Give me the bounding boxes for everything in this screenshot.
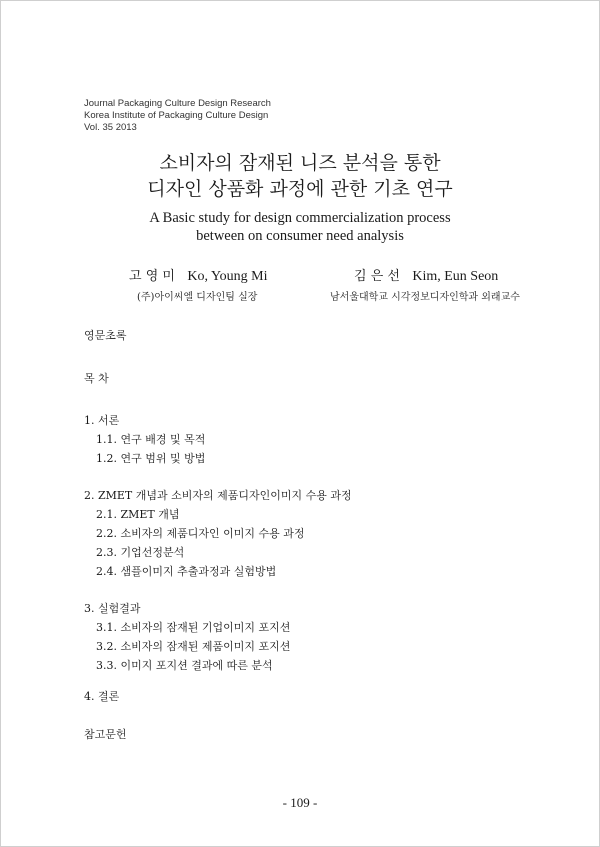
- toc-section-3-2: 3.2. 소비자의 잠재된 제품이미지 포지션: [96, 640, 291, 653]
- toc-section-3: 3. 실험결과: [84, 602, 141, 615]
- toc-section-3-1: 3.1. 소비자의 잠재된 기업이미지 포지션: [96, 621, 291, 634]
- toc-section-2-3: 2.3. 기업선정분석: [96, 546, 185, 559]
- author-2: [354, 268, 498, 286]
- toc-section-2-4: 2.4. 샘플이미지 추출과정과 실험방법: [96, 565, 277, 578]
- author-1-affiliation: (주)아이씨엘 디자인팀 실장: [137, 292, 258, 303]
- toc-section-2-2: 2.2. 소비자의 제품디자인 이미지 수용 과정: [96, 527, 305, 540]
- korean-title-line-1: 소비자의 잠재된 니즈 분석을 통한: [159, 152, 441, 174]
- contents-heading: 목 차: [84, 372, 109, 385]
- author-2-affiliation: 남서울대학교 시각정보디자인학과 외래교수: [330, 292, 520, 303]
- journal-name: Journal Packaging Culture Design Research: [84, 98, 271, 109]
- author-1-name-en: Ko, Young Mi: [187, 269, 268, 284]
- toc-section-4: 4. 결론: [84, 690, 120, 703]
- toc-section-1: 1. 서론: [84, 414, 120, 427]
- korean-title-line-2: 디자인 상품화 과정에 관한 기초 연구: [147, 178, 453, 200]
- author-2-name-ko: 김 은 선: [354, 269, 400, 284]
- toc-section-1-1: 1.1. 연구 배경 및 목적: [96, 433, 206, 446]
- author-1-name-ko: 고 영 미: [129, 269, 175, 284]
- english-title-line-1: A Basic study for design commercialization process: [149, 210, 451, 226]
- toc-section-3-3: 3.3. 이미지 포지션 결과에 따른 분석: [96, 659, 273, 672]
- korean-title: [0, 150, 600, 202]
- journal-header: [84, 98, 271, 134]
- english-title-line-2: between on consumer need analysis: [196, 228, 404, 244]
- toc-section-2-1: 2.1. ZMET 개념: [96, 508, 180, 521]
- toc-references: 참고문헌: [84, 728, 127, 741]
- toc-section-2: 2. ZMET 개념과 소비자의 제품디자인이미지 수용 과정: [84, 489, 352, 502]
- volume-year: Vol. 35 2013: [84, 122, 137, 133]
- page-number: - 109 -: [282, 795, 318, 810]
- publisher-name: Korea Institute of Packaging Culture Design: [84, 110, 269, 121]
- abstract-heading: 영문초록: [84, 329, 127, 342]
- english-title: [0, 209, 600, 245]
- toc-section-1-2: 1.2. 연구 범위 및 방법: [96, 452, 206, 465]
- author-1: [129, 268, 268, 286]
- author-2-name-en: Kim, Eun Seon: [412, 269, 499, 284]
